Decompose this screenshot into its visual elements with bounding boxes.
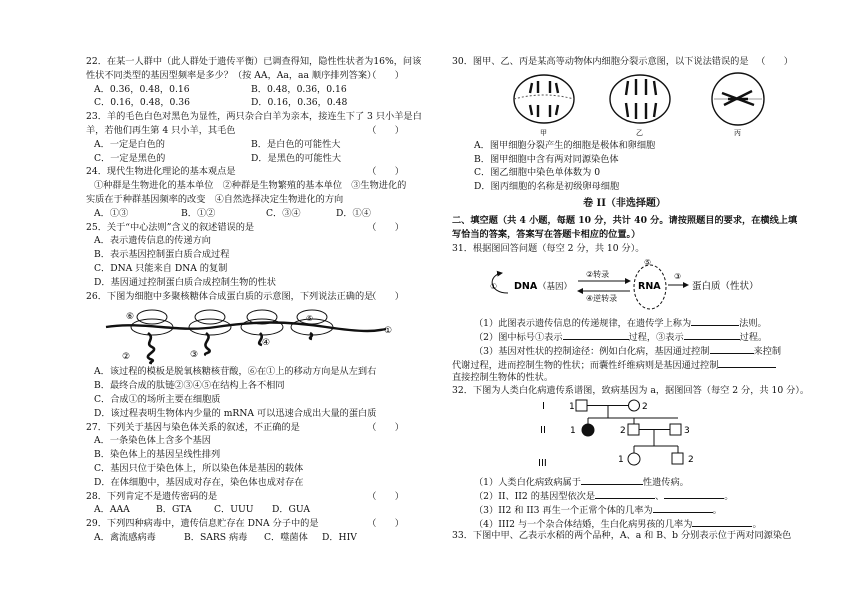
generation-iii: III [538,458,547,470]
question-26 [86,290,412,421]
question-29-text-1: 29．下列四种病毒中，遗传信息贮存在 DNA 分子中的是 [86,518,319,530]
dna-label: DNA [514,281,538,293]
q31-sub-2-tail: 过程。 [739,332,768,344]
option-b: B．0.48，0.36，0.16 [251,83,347,95]
answer-blank [684,329,740,340]
question-26-text-1: 26．下图为细胞中多聚核糖体合成蛋白质的示意图，下列说法正确的是 [86,290,374,302]
individual-iii1-female [628,453,640,465]
answer-blank [653,502,713,513]
label-i1: 1 [569,402,575,413]
option-a: A．①③ [94,207,129,219]
label-2: ② [122,352,131,363]
individual-ii2-male [628,424,639,435]
question-32 [452,384,810,530]
label-ii3: 3 [684,426,690,437]
question-33-text-1: 33．下图中甲、乙表示水稻的两个品种，A、a 和 B、b 分别表示位于两对同源染色 [452,530,792,542]
protein-label: 蛋白质（性状） [692,281,759,293]
polyribosome-figure [86,303,412,365]
polyribosome-diagram [86,303,412,365]
question-24-text-3: 实质在于种群基因频率的改变 ④自然选择决定生物进化的方向 [86,193,344,205]
q32-sub-2-mid: 、 [655,490,665,502]
rna-label: RNA [638,281,661,293]
question-30 [452,55,797,194]
q31-sub-2-text: （2）图中标号①表示 [474,332,563,344]
label-iii2: 2 [688,455,694,466]
question-27-text-1: 27．下列关于基因与染色体关系的叙述，不正确的是 [86,421,300,433]
gene-label: （基因） [538,282,573,293]
label-i2: 2 [642,402,648,413]
option-a: A．一条染色体上含多个基因 [94,435,211,447]
answer-blank [692,516,752,527]
label-5: ⑤ [306,314,314,324]
label-iii1: 1 [618,455,624,466]
individual-iii2-male [672,453,683,464]
option-c: C．基因只位于染色体上，所以染色体是基因的载体 [94,462,304,474]
option-a: A．禽流感病毒 [94,531,156,543]
answer-paren: （ ） [367,221,404,233]
peptide-chain [148,333,154,363]
q32-sub-1-text: （1）人类白化病致病属于 [474,477,581,489]
q31-sub-3-text: （3）基因对性状的控制途径：例如白化病，基因通过控制 [474,345,710,357]
label-3: ③ [674,272,682,282]
generation-i: I [542,401,545,413]
option-c: C．合成①的场所主要在细胞质 [94,393,221,405]
cell-division-diagram [452,69,797,139]
answer-paren: （ ） [367,124,404,136]
question-24 [86,165,412,220]
q32-sub-3-text: （3）II2 和 II3 再生一个正常个体的几率为 [474,504,653,516]
individual-i2-female [629,400,640,411]
label-ii2: 2 [620,426,626,437]
section-title: 卷 II（非选择题） [583,197,666,209]
q32-sub-4 [452,516,797,530]
question-32-text-1: 32．下图为人类白化病遗传系谱图，致病基因为 a，据图回答（每空 2 分，共 10 分）。 [452,385,810,397]
pedigree-diagram [452,398,797,474]
option-d: D．HIV [322,531,357,543]
cell-label-yi: 乙 [636,128,643,137]
q31-sub-3-cont: 代谢过程，进而控制生物的性状；而囊性纤维病则是基因通过控制 [452,359,719,371]
question-24-text-2: ①种群是生物进化的基本单位 ②种群是生物繁殖的基本单位 ③生物进化的 [94,180,407,192]
q32-sub-2 [452,488,797,502]
pedigree-figure [452,398,797,474]
label-4: ④ [262,338,271,349]
option-d: D．①④ [336,207,371,219]
q31-sub-2 [452,329,797,343]
option-d: D．是黑色的可能性大 [251,152,342,164]
q32-sub-2-text: （2）II、II2 的基因型依次是 [474,490,596,502]
answer-paren: （ ） [367,166,404,178]
q32-sub-4-tail: 。 [752,518,762,530]
question-25-text-1: 25．关于“中心法则”含义的叙述错误的是 [86,221,255,233]
option-b: B．表示基因控制蛋白质合成过程 [94,249,230,261]
peptide-chain [205,333,210,355]
chromosomes [722,91,754,105]
label-ii1: 1 [570,426,576,437]
individual-ii3-male [670,424,681,435]
chromosomes [626,79,656,119]
ribosome-small [195,310,225,324]
q32-sub-3 [452,502,797,516]
option-a: A．表示遗传信息的传递方向 [94,235,211,247]
answer-blank [595,488,655,499]
q31-sub-3 [452,343,797,357]
cell-label-bing: 丙 [734,128,741,137]
reverse-transcription-label: ④逆转录 [586,294,618,304]
answer-blank [710,343,754,354]
central-dogma-diagram [452,255,797,315]
option-b: B．染色体上的基因呈线性排列 [94,449,221,461]
option-d: D．0.16，0.36，0.48 [251,97,348,109]
answer-paren: （ ） [756,56,793,67]
part2-instruction-2: 写恰当的答案，答案写在答题卡相应的位置。） [452,228,641,240]
answer-blank [664,488,724,499]
option-a: A．一定是白色的 [94,138,165,150]
label-5: ⑤ [644,258,652,268]
right-column [452,55,810,543]
q31-sub-3b [452,357,797,371]
peptide-chain [310,333,312,339]
answer-paren: （ ） [367,490,404,502]
answer-blank [718,357,776,368]
option-c: C．DNA 只能来自 DNA 的复制 [94,262,228,274]
part2-instruction-1: 二、填空题（共 4 小题，每题 10 分，共计 40 分。请按照题目的要求，在横线上填 [452,214,798,226]
question-22 [86,55,422,110]
question-28 [86,490,412,518]
q32-sub-2-tail: 。 [724,490,734,502]
answer-paren: （ ） [367,69,404,81]
option-b: B．①② [181,207,216,219]
option-d: D．基因通过控制蛋白质合成控制生物的性状 [94,276,276,288]
question-29 [86,517,412,545]
answer-blank [581,474,643,485]
q31-sub-3c: 直接控制生物体的性状。 [452,371,554,383]
question-25 [86,221,412,290]
q31-sub-1 [452,315,797,329]
q32-sub-1-tail: 性遗传病。 [642,477,689,489]
option-b: B．是白色的可能性大 [251,138,341,150]
option-d: D．在体细胞中，基因成对存在，染色体也成对存在 [94,476,304,488]
cell-division-figure [452,69,797,139]
question-23-text-2: 羊，若他们再生第 4 只小羊，其毛色 [86,124,236,136]
option-d: D．GUA [272,504,310,516]
label-6: ⑥ [126,312,135,323]
option-a: A．该过程的模板是脱氧核糖核苷酸，⑥在①上的移动方向是从左到右 [94,366,377,378]
option-d: D．该过程表明生物体内少量的 mRNA 可以迅速合成出大量的蛋白质 [94,407,377,419]
option-b: B．最终合成的肽链②③④⑤在结构上各不相同 [94,380,285,392]
cell-outline [514,75,574,123]
ribosome-small [137,310,167,324]
chromosomes [530,81,558,117]
q32-sub-4-text: （4）III2 与一个杂合体结婚，生白化病男孩的几率为 [474,518,693,530]
transcription-label: ②转录 [586,270,610,280]
question-23 [86,110,422,165]
answer-paren: （ ） [367,518,404,530]
q31-sub-1-tail: 法则。 [739,318,767,330]
option-c: C．UUU [214,504,254,516]
option-a: A．0.36，0.48，0.16 [94,83,190,95]
label-3: ③ [190,350,199,361]
cell-label-jia: 甲 [540,128,547,137]
option-c: C．③④ [266,207,301,219]
answer-blank [563,329,629,340]
option-b: B．图甲细胞中含有两对同源染色体 [474,153,619,165]
q31-sub-3-tail: 来控制 [753,345,782,357]
option-a: A．AAA [94,504,130,516]
option-c: C．一定是黑色的 [94,152,166,164]
option-c: C．0.16，0.48，0.36 [94,97,190,109]
answer-paren: （ ） [367,421,404,433]
individual-ii1-affected-female [582,424,594,436]
question-23-text-1: 23．羊的毛色白色对黑色为显性，两只杂合白羊为亲本，接连生下了 3 只小羊是白 [86,111,422,123]
label-1: ① [384,326,393,337]
ribosome-large [241,319,283,335]
q31-sub-2-mid: 过程，③表示 [628,332,684,344]
left-column [86,55,422,545]
question-30-text-1: 30．图甲、乙、丙是某高等动物体内细胞分裂示意图，以下说法错误的是 [452,56,749,67]
q32-sub-1 [452,474,797,488]
question-24-text-1: 24．现代生物进化理论的基本观点是 [86,166,236,178]
option-b: B．GTA [156,504,192,516]
question-22-text-2: 性状不同类型的基因型频率是多少？（按 AA，Aa，aa 顺序排列答案） [86,69,377,81]
answer-paren: （ ） [367,290,404,302]
question-28-text-1: 28．下列肯定不是遗传密码的是 [86,490,218,502]
option-a: A．图甲细胞分裂产生的细胞是极体和卵细胞 [474,139,656,151]
label-1: ① [490,282,498,292]
q32-sub-3-tail: 。 [712,504,722,516]
generation-ii: II [540,425,546,437]
individual-i1-male [576,400,587,411]
central-dogma-figure [452,255,797,315]
cell-outline [610,75,670,123]
option-b: B．SARS 病毒 [184,531,248,543]
option-c: C．噬菌体 [264,531,308,543]
question-31-text-1: 31．根据图回答问题（每空 2 分，共 10 分）。 [452,242,645,254]
question-31 [452,242,797,385]
cell-furrow [514,95,574,99]
option-d: D．图丙细胞的名称是初级卵母细胞 [474,181,620,193]
q31-sub-1-text: （1）此图表示遗传信息的传递规律，在遗传学上称为 [474,318,692,330]
option-c: C．图乙细胞中染色单体数为 0 [474,167,601,179]
question-22-text-1: 22．在某一人群中（此人群处于遗传平衡）已调查得知，隐性性状者为16%，问该 [86,56,422,67]
answer-blank [691,315,739,326]
question-27 [86,421,412,490]
